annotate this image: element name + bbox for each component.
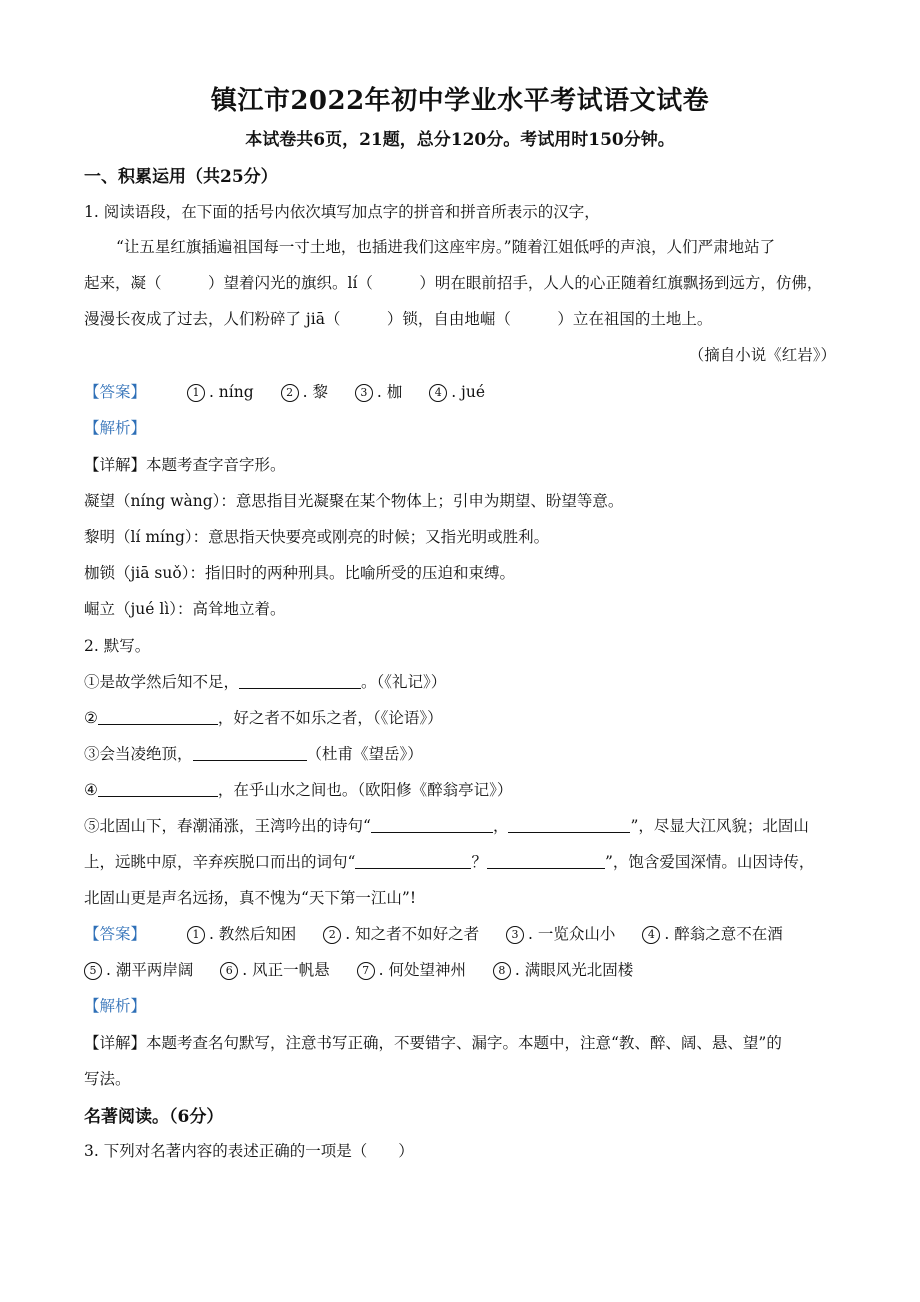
answer-item: 4 . jué	[429, 383, 485, 402]
explain-line: 黎明（lí míng）：意思指天快要亮或刚亮的时候；又指光明或胜利。	[84, 528, 550, 546]
detail-text: 【详解】本题考查名句默写，注意书写正确，不要错字、漏字。本题中，注意“教、醉、阔、悬、望”的	[84, 1034, 782, 1052]
answer-blank[interactable]	[98, 708, 218, 725]
answer-item: 1 . 教然后知困	[187, 922, 296, 944]
section-heading: 名著阅读。（6分）	[84, 1107, 224, 1127]
fill-item: ② ，好之者不如乐之者，（《论语》）	[84, 709, 443, 727]
explain-line: 凝望（níng wàng）：意思指目光凝聚在某个物体上；引申为期望、盼望等意。	[84, 492, 624, 510]
fill-item: ③会当凌绝顶， （杜甫《望岳》）	[84, 745, 423, 763]
answer-label: 【答案】	[84, 383, 147, 401]
answer-item: 3 . 一览众山小	[506, 922, 615, 944]
answer-item: 1 . níng	[187, 383, 254, 402]
fill-item: 上，远眺中原，辛弃疾脱口而出的词句“ ？ ”，饱含爱国深情。山因诗传，	[84, 853, 815, 871]
answer-blank[interactable]	[193, 744, 307, 761]
answer-blank[interactable]	[371, 816, 493, 833]
answer-item: 2 . 黎	[281, 380, 328, 402]
passage-line: 起来，凝（ ）望着闪光的旗织。lí（ ）明在眼前招手，人人的心正随着红旗飘扬到远方，仿佛，	[84, 274, 823, 292]
answer-item: 4 . 醉翁之意不在酒	[642, 922, 782, 944]
answer-item: 6 . 风正一帆悬	[220, 958, 329, 980]
answer-blank[interactable]	[508, 816, 630, 833]
detail-text: 【详解】本题考查字音字形。	[84, 456, 286, 474]
detail-text: 写法。	[84, 1070, 131, 1088]
fill-item: ④ ，在乎山水之间也。（欧阳修《醉翁亭记》）	[84, 781, 513, 799]
answer-row	[84, 958, 655, 980]
question-1-stem: 1. 阅读语段，在下面的括号内依次填写加点字的拼音和拼音所表示的汉字，	[84, 203, 600, 221]
answer-blank[interactable]	[355, 852, 471, 869]
exam-info: 本试卷共6页，21题，总分120分。考试用时150分钟。	[245, 130, 675, 150]
answer-item: 8 . 满眼风光北固楼	[493, 958, 633, 980]
fill-item-continued: 北固山更是声名远扬，真不愧为“天下第一江山”!	[84, 889, 417, 907]
answer-row	[84, 380, 507, 402]
answer-blank[interactable]	[487, 852, 605, 869]
answer-blank[interactable]	[98, 780, 218, 797]
answer-label: 【答案】	[84, 925, 147, 943]
answer-item: 3 . 枷	[355, 380, 402, 402]
analysis-label: 【解析】	[84, 997, 147, 1015]
answer-item: 5 . 潮平两岸阔	[84, 958, 193, 980]
explain-line: 枷锁（jiā suǒ）：指旧时的两种刑具。比喻所受的压迫和束缚。	[84, 564, 515, 582]
passage-line: 漫漫长夜成了过去，人们粉碎了 jiā（ ）锁，自由地崛（ ）立在祖国的土地上。	[84, 310, 713, 328]
answer-row	[84, 922, 783, 944]
fill-item: ①是故学然后知不足， 。（《礼记》）	[84, 673, 447, 691]
analysis-label: 【解析】	[84, 419, 147, 437]
page-title: 镇江市2022年初中学业水平考试语文试卷	[210, 86, 710, 116]
section-heading: 一、积累运用（共25分）	[84, 167, 278, 187]
question-2-stem: 2. 默写。	[84, 637, 151, 655]
fill-item: ⑤北固山下，春潮涌涨，王湾吟出的诗句“ ， ”，尽显大江风貌；北固山	[84, 817, 809, 835]
answer-item: 7 . 何处望神州	[357, 958, 466, 980]
question-3-stem: 3. 下列对名著内容的表述正确的一项是（ ）	[84, 1142, 414, 1160]
answer-blank[interactable]	[239, 672, 361, 689]
passage-line: “让五星红旗插遍祖国每一寸土地，也插进我们这座牢房。”随着江姐低呼的声浪，人们严肃地站了	[116, 238, 776, 256]
answer-item: 2 . 知之者不如好之者	[323, 922, 479, 944]
explain-line: 崛立（jué lì）：高耸地立着。	[84, 600, 286, 618]
passage-source: （摘自小说《红岩》）	[688, 346, 836, 364]
